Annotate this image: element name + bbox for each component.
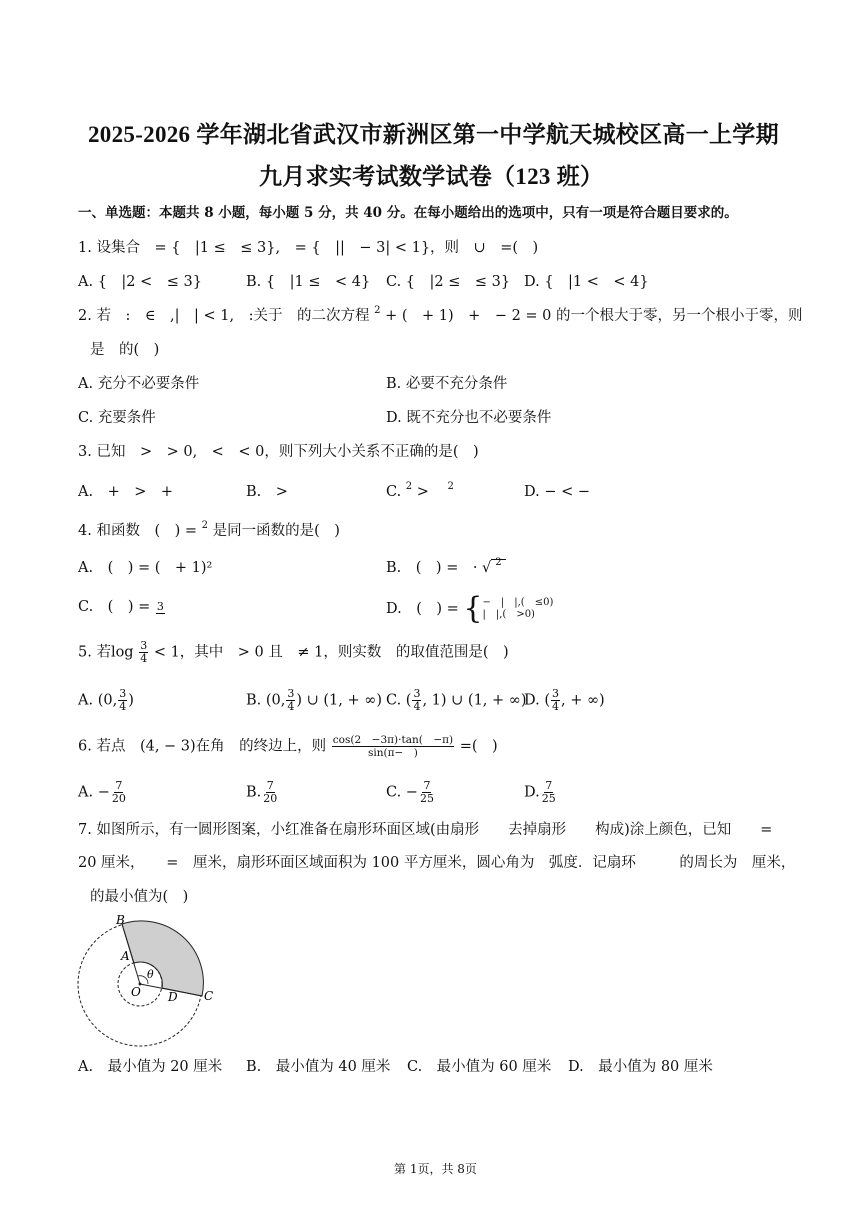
q5-c-fraction: [412, 688, 421, 713]
label-theta: θ: [147, 968, 154, 981]
q5-d-post: , + ∞): [560, 692, 605, 709]
q5-c-den: 4: [413, 700, 421, 713]
q5-option-b: [246, 688, 382, 713]
q7-stem-line2: 20 厘米， = 厘米，扇形环面区域面积为 100 平方厘米，圆心角为 弧度．记扇环 的周长为 厘米，: [78, 855, 796, 871]
q5-stem-fraction: [139, 640, 148, 665]
q5-a-num: 3: [119, 687, 127, 700]
q4-stem-part2: 是同一函数的是( ): [212, 523, 340, 539]
q4-option-c-text: C. ( ) =: [78, 599, 151, 615]
q1-option-d: D. { |1 < < 4}: [524, 274, 649, 290]
q6-d-num: 7: [545, 779, 553, 792]
q6-b-den: 20: [263, 792, 278, 805]
q6-d-fraction: [541, 780, 557, 805]
q7-stem-line3: 的最小值为( ): [90, 889, 189, 905]
label-d: D: [168, 990, 178, 1004]
q2-stem-sup: 2: [374, 305, 381, 316]
q4-option-d-case1: − | |,( ≤0): [482, 597, 554, 608]
q1-stem: 1. 设集合 = { |1 ≤ ≤ 3}, = { || − 3| < 1}，则 ∪ =( ): [78, 240, 539, 256]
q5-b-num: 3: [287, 687, 295, 700]
q4-option-b: [386, 559, 506, 579]
q6-stem-part1: 6. 若点 (4, − 3)在角 的终边上，则: [78, 738, 327, 755]
q1-option-c: C. { |2 ≤ ≤ 3}: [386, 274, 511, 290]
q5-option-d: [524, 688, 605, 713]
q2-stem-part2: + ( + 1) + − 2 = 0 的一个根大于零，另一个根小于零，则: [385, 308, 803, 324]
q4-option-c-num: 3: [156, 599, 164, 613]
q2-option-b: B. 必要不充分条件: [386, 376, 508, 392]
sector-ring-figure: [74, 912, 234, 1052]
q5-b-fraction: [286, 688, 295, 713]
q5-b-post: ) ∪ (1, + ∞): [296, 692, 382, 709]
q4-stem: [78, 522, 340, 542]
q2-option-d: D. 既不充分也不必要条件: [386, 410, 552, 426]
q4-option-c: [78, 598, 166, 616]
q3-option-a: A. + > +: [78, 484, 174, 500]
q7-option-b: B. 最小值为 40 厘米: [246, 1059, 391, 1075]
section-header: 一、单选题：本题共 8 小题，每小题 5 分，共 40 分。在每小题给出的选项中，只有一项是符合题目要求的。: [78, 205, 738, 221]
q3-option-d: D. − < −: [524, 484, 590, 500]
q4-option-c-fraction: [156, 601, 165, 614]
q7-option-c: C. 最小值为 60 厘米: [407, 1059, 552, 1075]
q5-stem-part2: < 1，其中 > 0 且 ≠ 1，则实数 的取值范围是( ): [153, 644, 509, 661]
q6-frac-num: cos(2 −3π)·tan( −π): [332, 734, 454, 746]
q6-d-den: 25: [541, 792, 556, 805]
q5-option-c: [386, 688, 527, 713]
q5-option-a: [78, 688, 134, 713]
q6-option-d: [524, 780, 558, 805]
q6-a-den: 20: [111, 792, 126, 805]
q3-option-c: [386, 483, 454, 503]
q5-c-num: 3: [413, 687, 421, 700]
brace-icon: {: [463, 591, 483, 626]
label-c: C: [204, 989, 214, 1003]
q6-c-den: 25: [419, 792, 434, 805]
q5-b-den: 4: [287, 700, 295, 713]
q4-option-a: A. ( ) = ( + 1)²: [78, 560, 213, 576]
q6-stem-fraction: [332, 734, 454, 759]
q6-d-pre: D.: [524, 784, 540, 801]
q4-option-d-text: D. ( ) =: [386, 601, 459, 617]
q5-frac-den: 4: [140, 652, 148, 665]
q1-option-b: B. { |1 ≤ < 4}: [246, 274, 371, 290]
q4-stem-part1: 4. 和函数 ( ) =: [78, 523, 198, 539]
q7-option-d: D. 最小值为 80 厘米: [568, 1059, 713, 1075]
q2-option-a: A. 充分不必要条件: [78, 376, 200, 392]
q5-stem: [78, 640, 509, 665]
q2-option-c: C. 充要条件: [78, 410, 156, 426]
label-a: A: [121, 949, 130, 963]
label-o: O: [131, 985, 141, 999]
q6-c-pre: C. −: [386, 784, 418, 801]
exam-title-line2: 九月求实考试数学试卷（123 班）: [259, 164, 604, 189]
q6-stem-part2: =( ): [459, 738, 498, 755]
exam-title-line1: 2025-2026 学年湖北省武汉市新洲区第一中学航天城校区高一上学期: [88, 122, 779, 147]
q5-d-pre: D. (: [524, 692, 550, 709]
q6-option-c: [386, 780, 436, 805]
q6-c-fraction: [419, 780, 435, 805]
q6-a-fraction: [111, 780, 127, 805]
q6-b-num: 7: [266, 779, 274, 792]
q4-option-b-sup: 2: [495, 557, 502, 568]
q6-c-num: 7: [423, 779, 431, 792]
q6-option-a: [78, 780, 128, 805]
q4-option-d-case2: | |,( >0): [482, 609, 535, 620]
q5-c-post: , 1) ∪ (1, + ∞): [422, 692, 527, 709]
q4-option-b-text: B. ( ) = · √: [386, 560, 492, 576]
q6-a-num: 7: [115, 779, 123, 792]
q5-b-pre: B. (0,: [246, 692, 286, 709]
q6-b-pre: B.: [246, 784, 262, 801]
q5-c-pre: C. (: [386, 692, 412, 709]
q5-a-post: ): [128, 692, 134, 709]
q6-a-pre: A. −: [78, 784, 110, 801]
page-footer: 第 1页，共 8页: [394, 1162, 477, 1176]
q3-option-c-label: C.: [386, 484, 402, 500]
q6-option-b: [246, 780, 279, 805]
q1-option-a: A. { |2 < ≤ 3}: [78, 274, 202, 290]
q3-option-c-sup2: 2: [447, 481, 454, 492]
q6-b-fraction: [262, 780, 278, 805]
q4-option-d-cases: [463, 591, 554, 626]
q4-option-d: [386, 591, 554, 626]
q3-option-c-sup1: 2: [405, 481, 413, 492]
q2-stem-line2: 是 的( ): [90, 342, 160, 358]
q5-d-den: 4: [551, 700, 559, 713]
q6-stem: [78, 734, 498, 759]
q5-a-fraction: [118, 688, 127, 713]
q5-a-pre: A. (0,: [78, 692, 118, 709]
q7-option-a: A. 最小值为 20 厘米: [78, 1059, 223, 1075]
q3-stem: 3. 已知 > > 0, < < 0，则下列大小关系不正确的是( ): [78, 444, 479, 460]
label-b: B: [116, 913, 125, 927]
q4-stem-sup: 2: [201, 520, 209, 531]
q6-frac-den: sin(π− ): [368, 747, 418, 759]
q2-stem-part1: 2. 若 : ∈ ,| | < 1, :关于 的二次方程: [78, 308, 370, 324]
q5-d-fraction: [551, 688, 560, 713]
q5-a-den: 4: [119, 700, 127, 713]
q7-stem-line1: 7. 如图所示，有一圆形图案，小红准备在扇形环面区域(由扇形 去掉扇形 构成)涂上颜色，已知 =: [78, 822, 773, 838]
q3-option-c-mid: >: [416, 484, 429, 500]
q5-frac-num: 3: [140, 639, 148, 652]
q5-d-num: 3: [551, 687, 559, 700]
q5-stem-part1: 5. 若log: [78, 644, 134, 661]
q2-stem-line1: [78, 307, 803, 327]
q3-option-b: B. >: [246, 484, 288, 500]
